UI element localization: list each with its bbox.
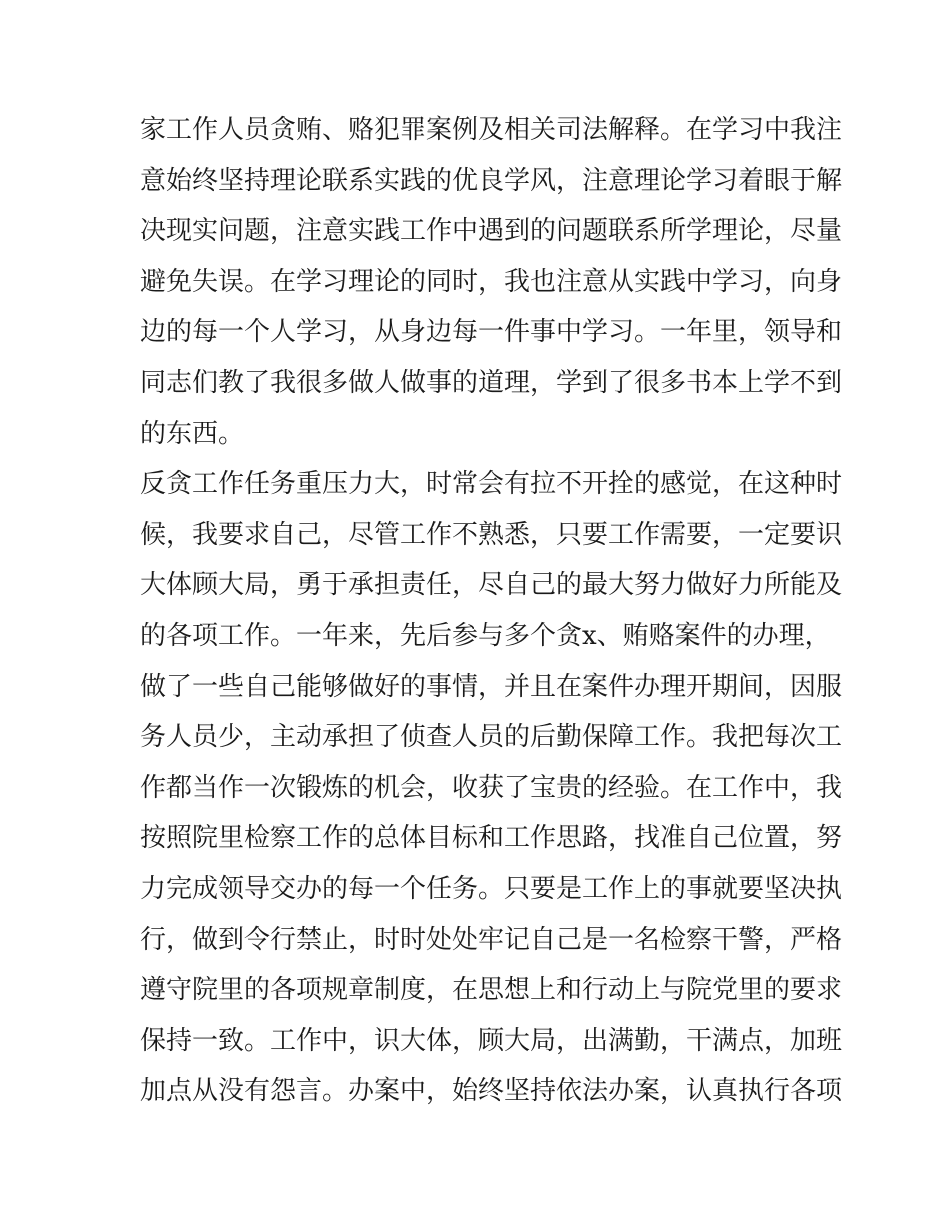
document-body — [140, 105, 843, 1117]
text-line: 保持一致。工作中，识大体，顾大局，出满勤，干满点，加班 — [140, 1025, 843, 1056]
text-line: 加点从没有怨言。办案中，始终坚持依法办案，认真执行各项 — [140, 1076, 843, 1107]
text-line: 边的每一个人学习，从身边每一件事中学习。一年里，领导和 — [140, 317, 843, 348]
text-line: 家工作人员贪贿、赂犯罪案例及相关司法解释。在学习中我注 — [140, 115, 843, 145]
text-line: 做了一些自己能够做好的事情，并且在案件办理开期间，因服 — [140, 671, 843, 702]
text-line: 作都当作一次锻炼的机会，收获了宝贵的经验。在工作中，我 — [140, 772, 843, 803]
text-line: 务人员少，主动承担了侦查人员的后勤保障工作。我把每次工 — [140, 722, 843, 753]
text-line: 按照院里检察工作的总体目标和工作思路，找准自己位置，努 — [140, 823, 843, 854]
text-line: 遵守院里的各项规章制度，在思想上和行动上与院党里的要求 — [140, 975, 843, 1006]
text-line: 的东西。 — [140, 418, 245, 449]
text-line: 反贪工作任务重压力大，时常会有拉不开拴的感觉，在这种时 — [140, 469, 843, 500]
text-line: 行，做到令行禁止，时时处处牢记自己是一名检察干警，严格 — [140, 924, 843, 955]
text-line: 避免失误。在学习理论的同时，我也注意从实践中学习，向身 — [140, 266, 843, 297]
text-line: 力完成领导交办的每一个任务。只要是工作上的事就要坚决执 — [140, 873, 843, 904]
text-line: 大体顾大局，勇于承担责任，尽自己的最大努力做好力所能及 — [140, 570, 843, 601]
text-line: 候，我要求自己，尽管工作不熟悉，只要工作需要，一定要识 — [140, 519, 843, 550]
text-line: 的各项工作。一年来，先后参与多个贪x、贿赂案件的办理， — [140, 620, 831, 651]
text-line: 同志们教了我很多做人做事的道理，学到了很多书本上学不到 — [140, 367, 843, 398]
text-line: 意始终坚持理论联系实践的优良学风，注意理论学习着眼于解 — [140, 165, 843, 196]
text-line: 决现实问题，注意实践工作中遇到的问题联系所学理论，尽量 — [140, 216, 843, 247]
